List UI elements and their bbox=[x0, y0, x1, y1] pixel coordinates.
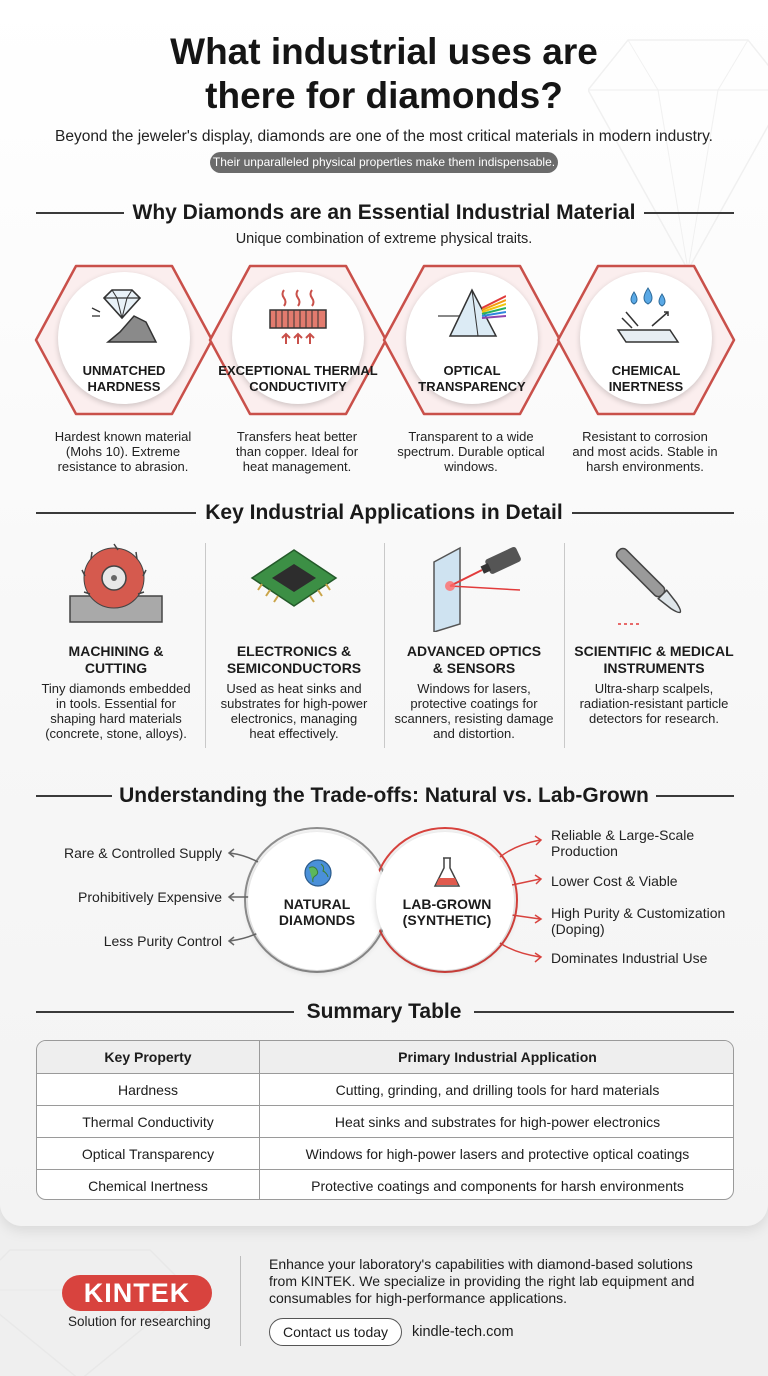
description-line: shaping hard materials bbox=[50, 711, 182, 726]
diamond-on-rock-icon bbox=[90, 286, 158, 346]
application-label-line: & SENSORS bbox=[432, 660, 516, 676]
application-label bbox=[26, 643, 206, 677]
description-line: than copper. Ideal for bbox=[235, 444, 359, 459]
description-line: electronics, managing bbox=[230, 711, 358, 726]
application-label bbox=[564, 643, 744, 677]
label-line: DIAMONDS bbox=[278, 912, 356, 928]
description-line: detectors for research. bbox=[588, 711, 720, 726]
logo-tagline: Solution for researching bbox=[68, 1314, 211, 1329]
scalpel-icon bbox=[604, 540, 704, 632]
heat-sink-icon bbox=[264, 286, 332, 346]
property-label-line: HARDNESS bbox=[87, 379, 161, 394]
description-line: scanners, resisting damage bbox=[394, 711, 554, 726]
property-label-line: CHEMICAL bbox=[611, 363, 681, 378]
label-line: NATURAL bbox=[283, 896, 351, 912]
website-link[interactable]: kindle-tech.com bbox=[412, 1324, 514, 1340]
table-row bbox=[37, 1073, 734, 1105]
application-label-line: MACHINING & bbox=[68, 643, 164, 659]
point-line: (Doping) bbox=[551, 921, 605, 937]
description-line: Hardest known material bbox=[54, 429, 192, 444]
natural-point: Prohibitively Expensive bbox=[78, 889, 222, 905]
property-label bbox=[386, 363, 558, 395]
lab-grown-point bbox=[551, 827, 751, 859]
point-line: Reliable & Large-Scale bbox=[551, 827, 695, 843]
subtitle: Beyond the jeweler's display, diamonds are one of the most critical materials in modern industry. bbox=[54, 128, 713, 145]
application-label-line: INSTRUMENTS bbox=[603, 660, 705, 676]
lab-grown-point bbox=[551, 905, 751, 937]
lab-grown-label bbox=[388, 896, 506, 928]
footer-divider bbox=[240, 1256, 241, 1346]
flask-icon bbox=[432, 856, 462, 890]
point-line: Production bbox=[551, 843, 618, 859]
summary-table bbox=[36, 1040, 734, 1200]
property-label-line: OPTICAL bbox=[443, 363, 501, 378]
laser-window-icon bbox=[424, 540, 524, 632]
description-line: (concrete, stone, alloys). bbox=[45, 726, 187, 741]
table-row bbox=[37, 1105, 734, 1137]
why-heading: Why Diamonds are an Essential Industrial Material bbox=[132, 201, 636, 224]
application-label-line: SCIENTIFIC & MEDICAL bbox=[574, 643, 734, 659]
description-line: Ultra-sharp scalpels, bbox=[594, 681, 714, 696]
lab-grown-point bbox=[551, 950, 751, 966]
title-line-1: What industrial uses are bbox=[170, 31, 598, 72]
point-line: High Purity & Customization bbox=[551, 905, 726, 921]
application-label bbox=[204, 643, 384, 677]
lab-grown-point bbox=[551, 873, 751, 889]
property-description bbox=[202, 429, 392, 474]
application-label bbox=[384, 643, 564, 677]
point-line: Lower Cost & Viable bbox=[551, 873, 678, 889]
description-line: in tools. Essential for bbox=[56, 696, 176, 711]
table-cell-application: Cutting, grinding, and drilling tools for hard materials bbox=[259, 1074, 734, 1105]
microchip-icon bbox=[244, 540, 344, 632]
highlight-pill: Their unparalleled physical properties make them indispensable. bbox=[210, 152, 558, 173]
page-title bbox=[0, 30, 768, 118]
description-line: Used as heat sinks and bbox=[226, 681, 362, 696]
property-label-line: TRANSPARENCY bbox=[418, 379, 526, 394]
property-label bbox=[38, 363, 210, 395]
table-cell-application: Windows for high-power lasers and protective optical coatings bbox=[259, 1138, 734, 1169]
application-description bbox=[384, 681, 564, 741]
property-label-line: UNMATCHED bbox=[82, 363, 166, 378]
kintek-logo: KINTEK bbox=[62, 1275, 212, 1311]
description-line: radiation-resistant particle bbox=[579, 696, 729, 711]
prism-icon bbox=[438, 286, 506, 346]
description-line: and most acids. Stable in bbox=[572, 444, 718, 459]
application-label-line: CUTTING bbox=[84, 660, 148, 676]
droplets-icon bbox=[612, 286, 680, 346]
description-line: heat management. bbox=[242, 459, 352, 474]
title-line-2: there for diamonds? bbox=[205, 75, 563, 116]
saw-blade-icon bbox=[66, 540, 166, 632]
tradeoffs-heading: Understanding the Trade-offs: Natural vs. Lab-Grown bbox=[119, 784, 649, 807]
table-header-row bbox=[37, 1041, 734, 1073]
application-description bbox=[564, 681, 744, 726]
cta-line: Enhance your laboratory's capabilities with diamond-based solutions bbox=[269, 1256, 693, 1272]
property-label-line: EXCEPTIONAL THERMAL bbox=[218, 363, 378, 378]
property-label-line: CONDUCTIVITY bbox=[249, 379, 347, 394]
description-line: and distortion. bbox=[433, 726, 515, 741]
description-line: (Mohs 10). Extreme bbox=[65, 444, 181, 459]
natural-point: Rare & Controlled Supply bbox=[64, 845, 222, 861]
table-row bbox=[37, 1169, 734, 1200]
table-cell-application: Heat sinks and substrates for high-power electronics bbox=[259, 1106, 734, 1137]
table-row bbox=[37, 1137, 734, 1169]
application-label-line: ELECTRONICS & bbox=[236, 643, 352, 659]
description-line: Resistant to corrosion bbox=[582, 429, 708, 444]
property-label bbox=[560, 363, 732, 395]
description-line: heat effectively. bbox=[249, 726, 339, 741]
description-line: Tiny diamonds embedded bbox=[41, 681, 191, 696]
description-line: resistance to abrasion. bbox=[57, 459, 189, 474]
description-line: windows. bbox=[444, 459, 498, 474]
application-description bbox=[26, 681, 206, 741]
property-description bbox=[550, 429, 740, 474]
description-line: harsh environments. bbox=[586, 459, 704, 474]
application-description bbox=[204, 681, 384, 741]
footer-cta-text bbox=[269, 1256, 739, 1307]
column-header: Key Property bbox=[104, 1049, 192, 1065]
point-line: Dominates Industrial Use bbox=[551, 950, 708, 966]
description-line: Transfers heat better bbox=[236, 429, 358, 444]
natural-diamonds-label bbox=[258, 896, 376, 928]
why-subheading: Unique combination of extreme physical traits. bbox=[235, 231, 533, 247]
cta-line: consumables for high-performance applications. bbox=[269, 1290, 568, 1306]
applications-heading: Key Industrial Applications in Detail bbox=[205, 501, 563, 524]
property-description bbox=[28, 429, 218, 474]
table-cell-application: Protective coatings and components for harsh environments bbox=[259, 1170, 734, 1200]
contact-us-button[interactable]: Contact us today bbox=[269, 1318, 402, 1346]
table-cell-property: Optical Transparency bbox=[81, 1146, 215, 1162]
table-cell-property: Chemical Inertness bbox=[88, 1178, 208, 1194]
property-label bbox=[212, 363, 384, 395]
description-line: substrates for high-power bbox=[220, 696, 368, 711]
description-line: Windows for lasers, bbox=[417, 681, 531, 696]
application-label-line: SEMICONDUCTORS bbox=[226, 660, 362, 676]
column-header: Primary Industrial Application bbox=[259, 1041, 734, 1073]
summary-heading: Summary Table bbox=[306, 1000, 462, 1023]
label-line: LAB-GROWN bbox=[402, 896, 492, 912]
table-cell-property: Hardness bbox=[118, 1082, 178, 1098]
globe-icon bbox=[303, 858, 333, 888]
description-line: Transparent to a wide bbox=[408, 429, 534, 444]
table-cell-property: Thermal Conductivity bbox=[82, 1114, 214, 1130]
label-line: (SYNTHETIC) bbox=[402, 912, 492, 928]
cta-line: from KINTEK. We specialize in providing the right lab equipment and bbox=[269, 1273, 695, 1289]
property-description bbox=[376, 429, 566, 474]
application-label-line: ADVANCED OPTICS bbox=[406, 643, 542, 659]
property-label-line: INERTNESS bbox=[608, 379, 684, 394]
description-line: protective coatings for bbox=[410, 696, 538, 711]
description-line: spectrum. Durable optical bbox=[397, 444, 545, 459]
natural-point: Less Purity Control bbox=[103, 933, 222, 949]
